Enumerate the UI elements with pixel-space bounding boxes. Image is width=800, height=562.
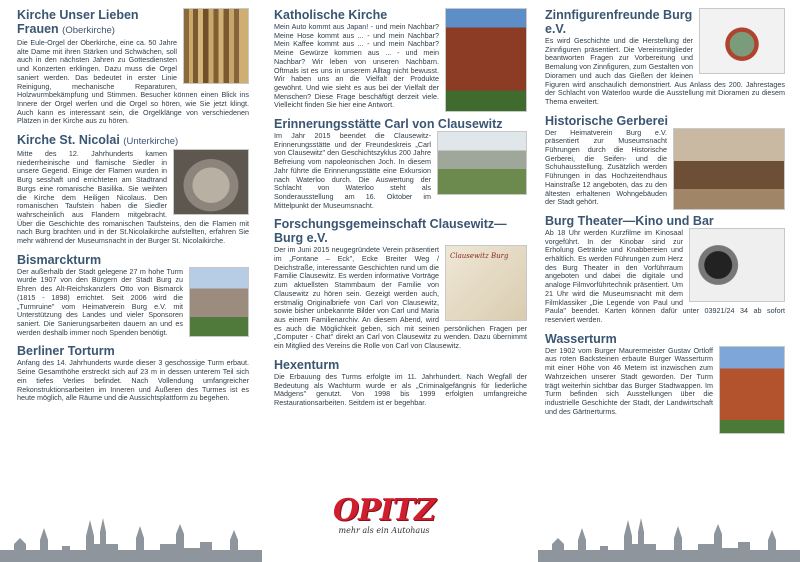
section-text: Anfang des 14. Jahrhunderts wurde dieser 3 geschossige Turm erbaut. Seine Gesamthöhe erstreckt sich auf 23 m in dessen unterem Teil sich ein tiefes Verlies befindet. Nach Vollendung umfangreicher Rekonstruktionsarbeiten im Inneren und Äußeren des Turmes ist es heute möglich, alle Räume und die Aussichtsplattform zu begehen. xyxy=(17,358,249,403)
section-historische-gerberei xyxy=(545,114,785,207)
section-katholische-kirche xyxy=(274,8,527,110)
film-projector-photo xyxy=(689,228,785,302)
memorial-photo xyxy=(437,131,527,195)
section-title: Kirche Unser Lieben Frauen (Oberkirche) xyxy=(17,8,139,36)
section-title: Berliner Torturm xyxy=(17,344,115,359)
column-left xyxy=(17,8,249,410)
section-erinnerungsstaette xyxy=(274,117,527,210)
tannery-photo xyxy=(673,128,785,210)
column-middle xyxy=(274,8,527,415)
section-text: Der im Juni 2015 neugegründete Verein präsentiert im „Fontane – Eck", Ecke Breiter Weg / Deichstraße, interessante Geschichten rund um die Familie Clausewitz. Es werden informative Vorträge zum aktuellsten Stammbaum der Familie von Clausewitz zu hören sein. Gezeigt werden auch, erstmalig Originalbriefe von Carl von Clausewitz, sowie bisher unbekannte Bilder von Carl und Maria aus einem Familienarchiv. An diesem Abend, wird es auch die Möglichkeit geben, sich mit seinen persönlichen Fragen per „Computer - Chat" direkt an Carl von Clausewitz zu wenden. Dazu übernimmt ein Mitglied des Vereins die Rolle von Carl von Clausewitz. xyxy=(274,245,527,351)
section-text: Mein Auto kommt aus Japan! - und mein Nachbar? Meine Hose kommt aus ... - und mein Nachbar? Mein Kaffee kommt aus ... - und mein Nachbar? Meine Gewürze kommen aus ... - und mein Nachbar? Wir leben von unseren Nachbarn. Oftmals ist es uns in unserem Alltag nicht bewusst. Wir haben uns an die Vielfalt der Produkte gewöhnt. Und wie sieht es aus bei der Vielfalt der Menschen? Diese Frage beschäftigt derzeit viele. Vielleicht finden Sie hier eine Antwort. xyxy=(274,22,439,110)
section-text: Die Eule-Orgel der Oberkirche, eine ca. 50 Jahre alte Dame mit ihren Stärken und Schwächen, soll auch in den nächsten Jahren zu Gottesdiensten und Konzerten erklingen. Dazu muss die Orgel saniert werden. Das bedeutet in erster Linie Reinigung, mechanische Reparaturen, Holzwurmbekämpfung und Stimmen. Besucher können einen Blick ins Innere der Orgel werfen und die Orgel so hören, wie Sie jetzt klingt. Auch kann es interessant sein, die Orgelklänge von verschiedenen Plätzen in der Kirche aus zu hören. xyxy=(17,38,249,126)
section-subtitle: (Oberkirche) xyxy=(62,25,115,36)
section-kirche-st-nicolai xyxy=(17,133,249,246)
section-title: Bismarckturm xyxy=(17,252,102,267)
section-text: Es wird Geschichte und die Herstellung der Zinnfiguren präsentiert. Die Vereinsmitglieder beantworten Fragen zur Vorbereitung und Bemalung von Zinnfiguren, zum Gestalten von Dioramen und auch das Gießen der kleinen Figuren wird anschaulich demonstriert. Aus Anlass des 200. Jahrestages der Schlacht von Waterloo wurde die Ausstellung mit Dioramen zu diesem Thema erweitert. xyxy=(545,36,785,106)
section-text: Im Jahr 2015 beendet die Clausewitz-Erinnerungsstätte und der Freundeskreis „Carl von Clausewitz" den Geschichtszyklus 200 Jahre Befreiung vom napoleonischen Joch. In diesem Jahr führte die Erinnerungsstätte eine Exkursion nach Waterloo durch. Die Auswertung der Schlacht von Waterloo steht als Sonderausstellung am 16. Oktober im Mittelpunkt der Museumsnacht. xyxy=(274,131,431,210)
bismarck-tower-photo xyxy=(189,267,249,337)
section-zinnfigurenfreunde xyxy=(545,8,785,107)
skyline-silhouette-right xyxy=(538,514,800,562)
section-text: Mitte des 12. Jahrhunderts kamen niederrheinische und flamische Siedler in unsere Gegend. Einige der Flamen wurden in Burg sesshaft und errichteten am Stadtrand Burgs eine romanische Basilika. Sie weihten die Kirche dem Heiligen Nicolaus. Den romanischen Taufstein haben die Siedler wahrscheinlich aus Flandern mitgebracht. Über die Geschichte des romanischen Taufsteins, den die Flamen mit nach Burg brachten und in der St.Nicolaikirche aufstellten, erfahren Sie mehr während der Museumsnacht in der Burger St. Nicolaikirche. xyxy=(17,149,249,246)
water-tower-photo xyxy=(719,346,785,434)
skyline-silhouette-left xyxy=(0,514,262,562)
clausewitz-document-photo xyxy=(445,245,527,321)
opitz-logo xyxy=(318,495,450,535)
baptismal-font-photo xyxy=(173,149,249,215)
document-caption: Clausewitz Burg xyxy=(450,252,509,261)
section-title: Katholische Kirche xyxy=(274,8,388,22)
section-burg-theater xyxy=(545,214,785,325)
section-text: Ab 18 Uhr werden Kurzfilme im Kinosaal vorgeführt. In der Kinobar sind zur Erholung Getränke und Knabbereien und erhältlich. Es werden Führungen zum Herz des Burg Theater in den Vorführraum angeboten und dabei die digitale und analoge Filmvorführtechnik präsentiert. Um 21 Uhr wird die Museumsnacht mit dem Filmklassiker „Die Legende von Paul und Paula" beendet. Karten können dafür unter 03921/24 34 ab sofort reserviert werden. xyxy=(545,227,785,324)
section-hexenturm xyxy=(274,358,527,408)
section-title: Hexenturm xyxy=(274,357,340,372)
organ-photo xyxy=(183,8,249,84)
section-title: Kirche St. Nicolai (Unterkirche) xyxy=(17,133,179,148)
section-forschungsgemeinschaft xyxy=(274,217,527,350)
section-text: Der außerhalb der Stadt gelegene 27 m hohe Turm wurde 1907 von den Bürgern der Stadt Burg zu Ehren des Alt-Reichskanzlers Otto von Bismarck (1815 - 1898) errichtet. Seit 2006 wird die „Turmruine" vom Heimatverein Burg e.V. mit Unterstützung des Landes und vieler Sponsoren saniert. Die Sanierungsarbeiten dauern an und es werden deshalb immer noch Spenden benötigt. xyxy=(17,266,183,337)
section-text: Der 1902 vom Burger Maurermeister Gustav Ortloff aus roten Backsteinen erbaute Burger Wasserturm mit einer Höhe von 46 Metern ist inzwischen zum Wahrzeichen unserer Stadt geworden. Der Turm trägt weiterhin sichtbar das Burger Stadtwappen. Im Turm befinden sich Ausstellungen über die industrielle Geschichte der Stadt, der Landwirtschaft und des Gärtnerturms. xyxy=(545,345,713,416)
section-text: Die Erbauung des Turms erfolgte im 11. Jahrhundert. Nach Wegfall der Bedeutung als Wachturm wurde er als „Criminalgefängnis für liederliche Mädgens" genutzt. Von 1998 bis 1999 erfolgten umfangreiche Restaurationsarbeiten. Seitdem ist er begehbar. xyxy=(274,371,527,407)
column-right xyxy=(545,8,785,436)
section-kirche-unser-lieben-frauen xyxy=(17,8,249,126)
section-title: Wasserturm xyxy=(545,331,617,346)
logo-tagline: mehr als ein Autohaus xyxy=(338,526,430,535)
section-title: Zinnfigurenfreunde Burg e.V. xyxy=(545,8,693,36)
section-bismarckturm xyxy=(17,253,249,338)
section-title: Historische Gerberei xyxy=(545,113,668,128)
tin-figure-photo xyxy=(699,8,785,74)
section-subtitle: (Unterkirche) xyxy=(123,136,179,148)
section-wasserturm xyxy=(545,332,785,417)
section-title: Burg Theater—Kino und Bar xyxy=(545,213,714,228)
section-title: Erinnerungsstätte Carl von Clausewitz xyxy=(274,117,503,132)
church-photo xyxy=(445,8,527,112)
logo-brand: OPITZ xyxy=(333,493,435,528)
section-title: Forschungsgemeinschaft Clausewitz—Burg e.V. xyxy=(274,217,507,246)
section-berliner-torturm xyxy=(17,344,249,403)
section-text: Der Heimatverein Burg e.V. präsentiert zur Museumsnacht Führungen durch die Historische Gerberei, die Seifen- und die Schuhausstellung. Zusätzlich werden Führungen in das Hochzeitendhaus Hainstraße 12 angeboten, das zu den ältesten erhaltenen Wohngebäuden der Stadt gehört. xyxy=(545,127,667,207)
